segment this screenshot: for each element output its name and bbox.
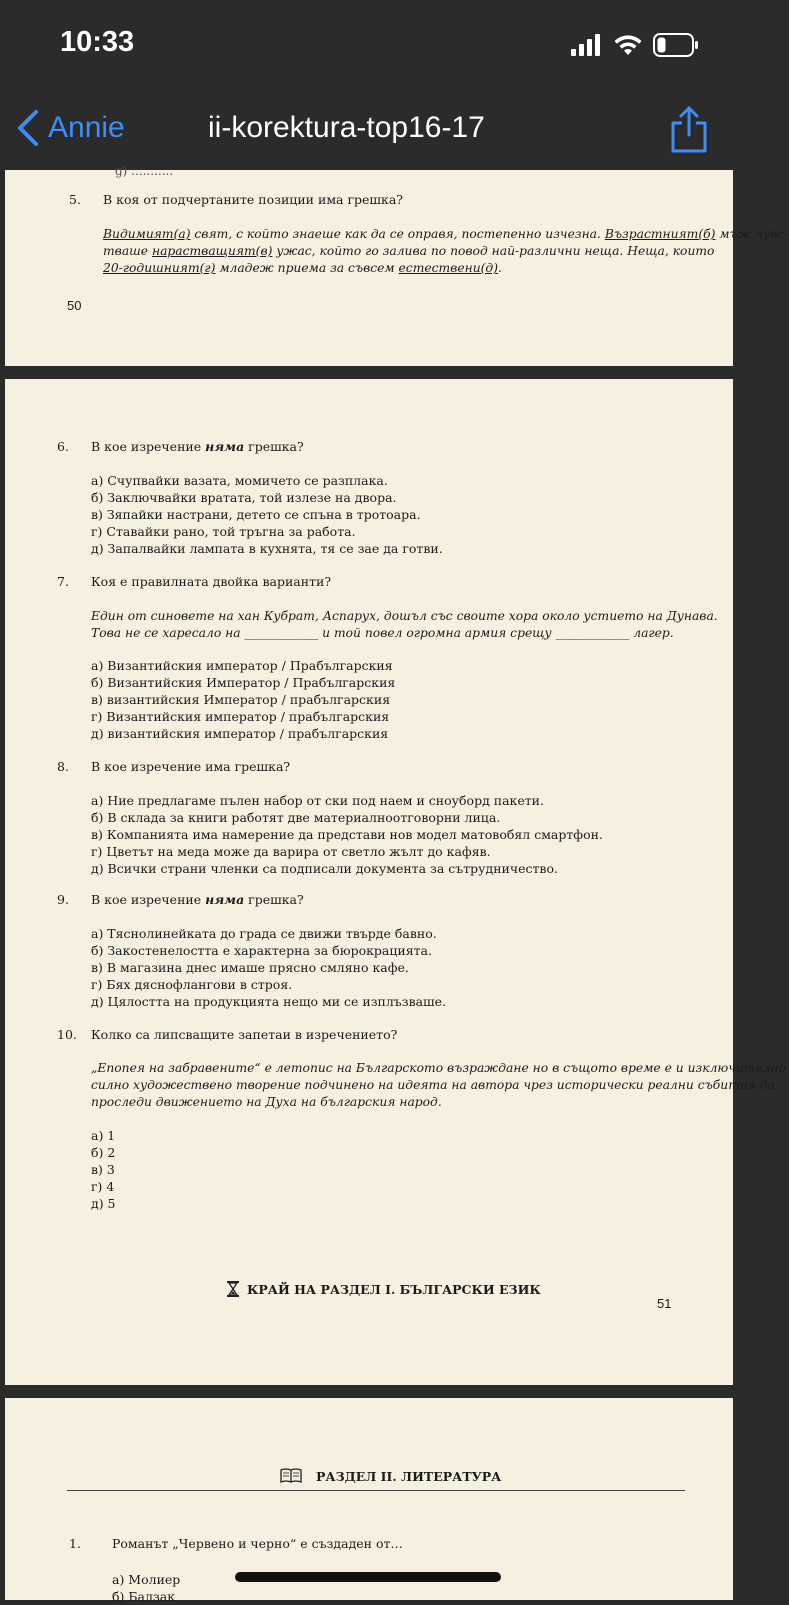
- question-8-number: 8.: [57, 759, 69, 774]
- question-7-passage: Един от синовете на хан Кубрат, Аспарух, дошъл със своите хора около устието на Дунава. Това не се харесало на ____________ и той повел огромна армия срещу ____________ лагер.: [91, 609, 718, 640]
- cut-off-text: g) ...........: [115, 164, 174, 178]
- home-indicator[interactable]: [235, 1572, 501, 1582]
- status-icons: [571, 32, 699, 58]
- section-heading: РАЗДЕЛ II. ЛИТЕРАТУРА: [280, 1468, 501, 1484]
- page-52: [5, 1398, 733, 1604]
- divider: [67, 1490, 685, 1491]
- share-icon: [669, 105, 709, 155]
- book-icon: [280, 1468, 302, 1484]
- question-6-options: [91, 472, 443, 557]
- question-9-text: В кое изречение няма грешка?: [91, 892, 304, 907]
- option: в) Компанията има намерение да представи нов модел матовобял смартфон.: [91, 827, 603, 842]
- option: в) В магазина днес имаше прясно смляно кафе.: [91, 960, 409, 975]
- option: в) 3: [91, 1162, 115, 1177]
- option: д) Запалвайки лампата в кухнята, тя се зае да готви.: [91, 541, 443, 556]
- option: б) Балзак: [112, 1589, 176, 1604]
- signal-icon: [571, 34, 603, 56]
- option: а) Счупвайки вазата, момичето се разплака.: [91, 473, 388, 488]
- page-number: 51: [657, 1296, 672, 1311]
- chevron-left-icon: [16, 109, 40, 147]
- hourglass-icon: [227, 1281, 239, 1297]
- option: б) Закостенелостта е характерна за бюрокрацията.: [91, 943, 432, 958]
- option: д) Цялостта на продукцията нещо ми се изплъзваше.: [91, 994, 447, 1009]
- question-number: 5.: [69, 192, 81, 207]
- nav-bar: [0, 95, 739, 170]
- option: а) 1: [91, 1128, 116, 1143]
- option: г) 4: [91, 1179, 115, 1194]
- option: в) Зяпайки настрани, детето се спъна в тротоара.: [91, 507, 421, 522]
- question-7-options: [91, 657, 395, 742]
- option: а) Византийския император / Прабългарския: [91, 658, 393, 673]
- question-9-number: 9.: [57, 892, 69, 907]
- page-51: [5, 379, 787, 1385]
- battery-icon: [653, 33, 699, 57]
- status-time: 10:33: [60, 26, 135, 58]
- option: д) византийския император / прабългарския: [91, 726, 389, 741]
- page-number: 50: [67, 298, 82, 313]
- option: в) византийския Император / прабългарския: [91, 692, 391, 707]
- question-10-text: Колко са липсващите запетаи в изречението?: [91, 1027, 398, 1042]
- question-7-number: 7.: [57, 574, 69, 589]
- question-8-options: [91, 792, 603, 877]
- question-text: В коя от подчертаните позиции има грешка?: [103, 192, 403, 207]
- question-8-text: В кое изречение има грешка?: [91, 759, 291, 774]
- option: б) 2: [91, 1145, 116, 1160]
- option: б) Заключвайки вратата, той излезе на двора.: [91, 490, 397, 505]
- question-1-text: Романът „Червено и черно“ е създаден от…: [112, 1536, 403, 1551]
- question-10-passage: „Епопея на забравените“ е летопис на Българското възраждане но в същото време е и изключително силно художествено творение подчинено на идеята на автора чрез исторически реални събития да проследи движението на Духа на българския народ.: [91, 1061, 787, 1109]
- question-1-number: 1.: [69, 1536, 81, 1551]
- option: б) Византийския Император / Прабългарския: [91, 675, 396, 690]
- question-6-text: В кое изречение няма грешка?: [91, 439, 304, 454]
- section-end-heading: КРАЙ НА РАЗДЕЛ I. БЪЛГАРСКИ ЕЗИК: [227, 1281, 541, 1297]
- option: г) Византийския император / прабългарския: [91, 709, 390, 724]
- share-button[interactable]: [669, 105, 709, 159]
- document-title: ii-korektura-top16-17: [208, 111, 485, 144]
- option: д) Всички страни членки са подписали документа за сътрудничество.: [91, 861, 558, 876]
- option: а) Молиер: [112, 1572, 181, 1587]
- question-passage: Видимият(а) свят, с който знаеше как да се оправя, постепенно изчезна. Възрастният(б) мъж чувс- тваше нарастващият(в) ужас, който го залива по повод най-различни неща. Неща, които 20-годишният(г) младеж приема за съвсем естествени(д).: [103, 227, 789, 275]
- question-1-options: [112, 1571, 180, 1605]
- question-10-number: 10.: [57, 1027, 77, 1042]
- back-button-label: Annie: [48, 111, 125, 144]
- option: д) 5: [91, 1196, 116, 1211]
- question-10-options: [91, 1127, 116, 1212]
- option: г) Бях дяснофлангови в строя.: [91, 977, 293, 992]
- question-9-options: [91, 925, 446, 1010]
- option: а) Тяснолинейката до града се движи твърде бавно.: [91, 926, 437, 941]
- page-50: [5, 164, 789, 366]
- option: б) В склада за книги работят две материалноотговорни лица.: [91, 810, 501, 825]
- wifi-icon: [613, 34, 643, 56]
- question-6-number: 6.: [57, 439, 69, 454]
- question-7-text: Коя е правилната двойка варианти?: [91, 574, 332, 589]
- status-bar: [0, 0, 739, 95]
- option: а) Ние предлагаме пълен набор от ски под наем и сноуборд пакети.: [91, 793, 544, 808]
- option: г) Цветът на меда може да варира от светло жълт до кафяв.: [91, 844, 491, 859]
- back-button[interactable]: [16, 109, 125, 147]
- option: г) Ставайки рано, той тръгна за работа.: [91, 524, 356, 539]
